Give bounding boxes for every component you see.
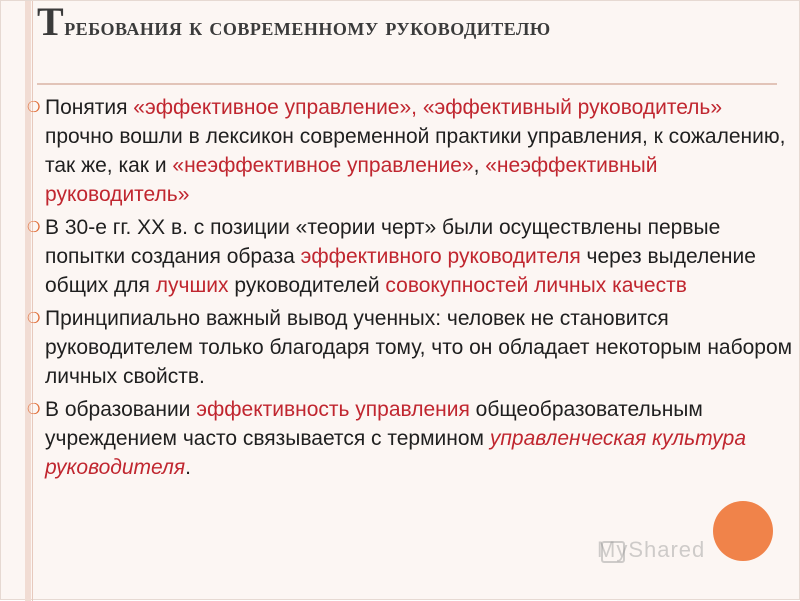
bullet-list <box>25 93 795 486</box>
bullet-item <box>25 213 795 300</box>
decorative-circle <box>713 501 773 561</box>
highlighted-term: совокупностей личных качеств <box>385 274 687 297</box>
highlighted-term: «эффективное управление», «эффективный руководитель» <box>133 96 723 119</box>
bullet-text: Принципиально важный вывод ученных: человек не становится руководителем только благодаря тому, что он обладает некоторым набором личных свойств. <box>45 307 793 388</box>
bullet-icon: ❍ <box>27 219 41 236</box>
highlighted-term: «неэффективное управление» <box>172 154 474 177</box>
bullet-text: руководителей <box>228 274 386 297</box>
bullet-icon: ❍ <box>27 401 41 418</box>
title-initial: Т <box>37 0 65 44</box>
title-divider <box>37 83 777 85</box>
bullet-item <box>25 93 795 209</box>
highlighted-term: эффективность управления <box>196 398 470 421</box>
bullet-item <box>25 304 795 391</box>
bullet-text: , <box>473 154 486 177</box>
bullet-text: общеобразовательным учреждением часто связывается с термином <box>45 398 703 450</box>
watermark-text: MyShared <box>597 537 706 562</box>
title-text: ребования к современному руководителю <box>64 14 551 41</box>
highlighted-term: «неэффективный руководитель» <box>45 154 658 206</box>
bullet-text: прочно вошли в лексикон современной практики управления, к сожалению, так же, как и <box>45 125 786 177</box>
bullet-icon: ❍ <box>27 310 41 327</box>
bullet-text: . <box>185 456 191 479</box>
slide-title <box>37 0 767 47</box>
bullet-icon: ❍ <box>27 99 41 116</box>
highlighted-term: управленческая культура руководителя <box>45 427 747 479</box>
highlighted-term: лучших <box>155 274 229 297</box>
bullet-text: Понятия <box>45 96 134 119</box>
bullet-text: через выделение общих для <box>45 245 756 297</box>
bullet-item <box>25 395 795 482</box>
highlighted-term: эффективного руководителя <box>300 245 581 268</box>
bullet-text: В образовании <box>45 398 197 421</box>
bullet-text: В 30-е гг. XX в. с позиции «теории черт» были осуществлены первые попытки создания образа <box>45 216 721 268</box>
